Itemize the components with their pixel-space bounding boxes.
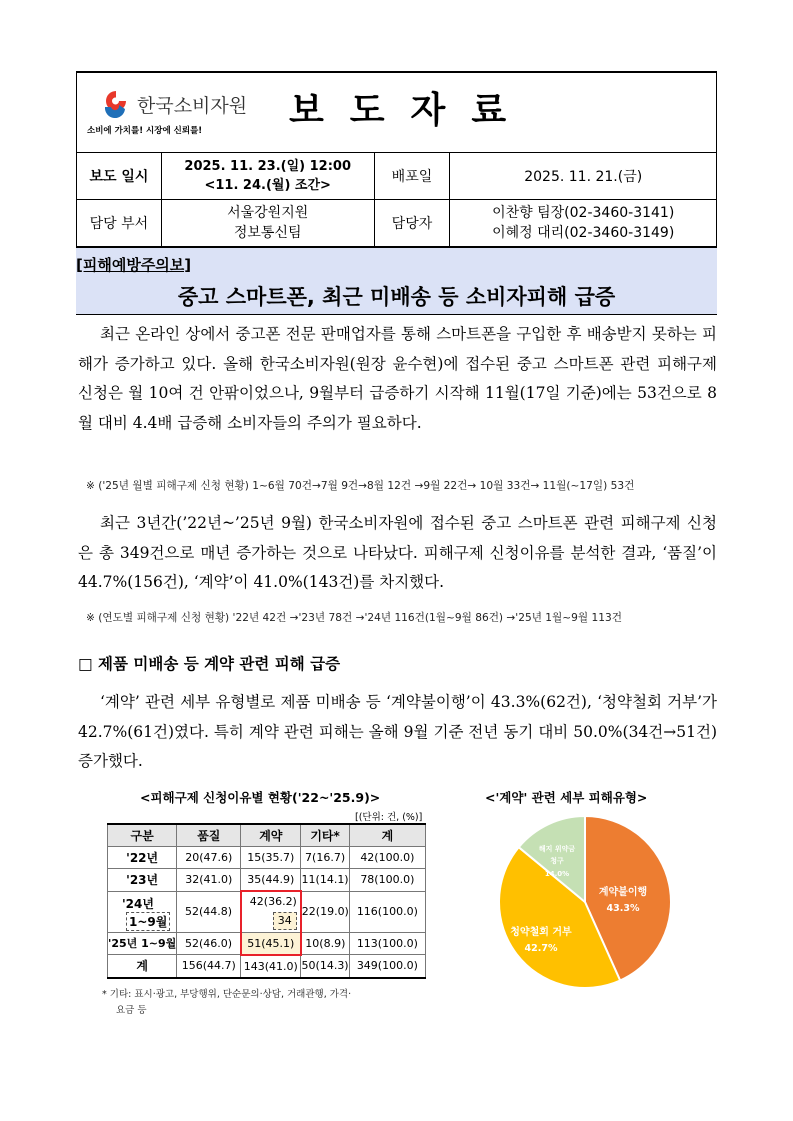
reasons-table: [107, 823, 426, 979]
row-label-2024: [108, 891, 177, 932]
cell-quality: 156(44.7): [177, 955, 241, 978]
pie-pct-penalty: 14.0%: [544, 870, 570, 878]
contact-line1: 이찬향 팀장(02-3460-3141): [492, 205, 675, 221]
footnote-line2: 요금 등: [116, 1005, 147, 1016]
cell-total: 116(100.0): [349, 891, 425, 932]
pie-label-penalty-line1: 해지 위약금: [538, 845, 576, 853]
cell-quality: 32(41.0): [177, 869, 241, 892]
row-label: '25년 1~9월: [108, 932, 177, 955]
header-contract: 계약: [241, 824, 301, 847]
press-release-header: [76, 71, 717, 247]
row-label: '23년: [108, 869, 177, 892]
warning-tag: [피해예방주의보]: [76, 256, 192, 274]
dept-value: [161, 200, 374, 247]
contact-line2: 이혜정 대리(02-3460-3149): [492, 225, 675, 241]
table-unit: [(단위: 건, (%)]: [355, 812, 423, 823]
pie-pct-contract-default: 43.3%: [606, 903, 640, 914]
row-label-2024-period: 1~9월: [126, 912, 170, 931]
row-label: 계: [108, 955, 177, 978]
table-row: [108, 847, 426, 869]
org-name: 한국소비자원: [137, 95, 248, 117]
release-line1: 2025. 11. 23.(일) 12:00: [184, 159, 351, 174]
contact-label: 담당자: [374, 200, 450, 247]
cell-contract: 35(44.9): [241, 869, 301, 892]
logo-title-cell: [77, 72, 717, 153]
body-paragraph-2: 최근 3년간(’22년~’25년 9월) 한국소비자원에 접수된 중고 스마트폰 관련 피해구제 신청은 총 349건으로 매년 증가하는 것으로 나타났다. 피해구제 신청이유를 분석한 결과, ‘품질’이 44.7%(156건), ‘계약’이 41.0%(143건)를 차지했다.: [78, 514, 717, 591]
pie-chart: [495, 812, 675, 992]
pie-label-withdrawal: 청약철회 거부: [510, 927, 572, 938]
cell-quality: 52(46.0): [177, 932, 241, 955]
body-paragraph-3: ‘계약’ 관련 세부 유형별로 제품 미배송 등 ‘계약불이행’이 43.3%(62건), ‘청약철회 거부’가 42.7%(61건)였다. 특히 계약 관련 피해는 올해 9월 기준 전년 동기 대비 50.0%(34건→51건) 증가했다.: [78, 693, 717, 770]
dept-line1: 서울강원지원: [227, 205, 309, 221]
dist-date: 2025. 11. 21.(금): [450, 153, 717, 200]
contract-2024-sub-value: 34: [273, 912, 297, 930]
kca-logo-icon: [99, 87, 131, 119]
header-quality: 품질: [177, 824, 241, 847]
cell-total: 113(100.0): [349, 932, 425, 955]
cell-other: 10(8.9): [301, 932, 350, 955]
cell-other: 22(19.0): [301, 891, 350, 932]
headline-banner: [76, 246, 717, 315]
cell-quality: 20(47.6): [177, 847, 241, 869]
table-row-2024: [108, 891, 426, 932]
cell-contract-2024: [241, 891, 301, 932]
note-yearly: ※ (연도별 피해구제 신청 현황) '22년 42건 →'23년 78건 →'24년 116건(1월~9월 86건) →'25년 1월~9월 113건: [86, 612, 622, 624]
section-heading: □ 제품 미배송 등 계약 관련 피해 급증: [78, 655, 341, 673]
body-paragraph-1: 최근 온라인 상에서 중고폰 전문 판매업자를 통해 스마트폰을 구입한 후 배송받지 못하는 피해가 증가하고 있다. 올해 한국소비자원(원장 윤수현)에 접수된 중고 스마트폰 관련 피해구제 신청은 월 10여 건 안팎이었으나, 9월부터 급증하기 시작해 11월(17일 기준)에는 53건으로 8월 대비 4.4배 급증해 소비자들의 주의가 필요하다.: [78, 325, 717, 432]
header-category: 구분: [108, 824, 177, 847]
cell-total: 78(100.0): [349, 869, 425, 892]
footnote-line1: * 기타: 표시·광고, 부당행위, 단순문의·상담, 거래관행, 가격·: [102, 989, 352, 1000]
cell-total: 349(100.0): [349, 955, 425, 978]
cell-quality: 52(44.8): [177, 891, 241, 932]
pie-caption: <'계약' 관련 세부 피해유형>: [485, 790, 648, 805]
cell-other: 11(14.1): [301, 869, 350, 892]
contract-2024-value: 42(36.2): [249, 895, 297, 908]
header-total: 계: [349, 824, 425, 847]
header-other: 기타*: [301, 824, 350, 847]
org-tagline: 소비에 가치를! 시장에 신뢰를!: [87, 126, 203, 136]
cell-contract: 143(41.0): [241, 955, 301, 978]
table-caption: <피해구제 신청이유별 현황('22~'25.9)>: [140, 790, 381, 805]
pie-label-penalty-line2: 청구: [550, 857, 564, 865]
pie-pct-withdrawal: 42.7%: [524, 943, 558, 954]
cell-contract: 15(35.7): [241, 847, 301, 869]
cell-total: 42(100.0): [349, 847, 425, 869]
doc-type-title: 보도자료: [289, 90, 533, 131]
table-sum-row: [108, 955, 426, 978]
cell-other: 50(14.3): [301, 955, 350, 978]
row-label: '22년: [108, 847, 177, 869]
row-label-2024-year: '24년: [122, 896, 154, 911]
contact-value: [450, 200, 717, 247]
release-datetime: [161, 153, 374, 200]
dist-label: 배포일: [374, 153, 450, 200]
pie-label-contract-default: 계약불이행: [598, 887, 648, 898]
release-label: 보도 일시: [77, 153, 162, 200]
headline-title: 중고 스마트폰, 최근 미배송 등 소비자피해 급증: [177, 285, 616, 309]
note-monthly: ※ ('25년 월별 피해구제 신청 현황) 1~6월 70건→7월 9건→8월 12건 →9월 22건→ 10월 33건→ 11월(~17일) 53건: [86, 480, 635, 492]
table-row-2025: [108, 932, 426, 955]
dept-line2: 정보통신팀: [233, 225, 302, 241]
cell-contract-2025: 51(45.1): [241, 932, 301, 955]
cell-other: 7(16.7): [301, 847, 350, 869]
table-footnote: [102, 987, 351, 1019]
table-row: [108, 869, 426, 892]
release-line2: <11. 24.(월) 조간>: [204, 178, 331, 193]
dept-label: 담당 부서: [77, 200, 162, 247]
